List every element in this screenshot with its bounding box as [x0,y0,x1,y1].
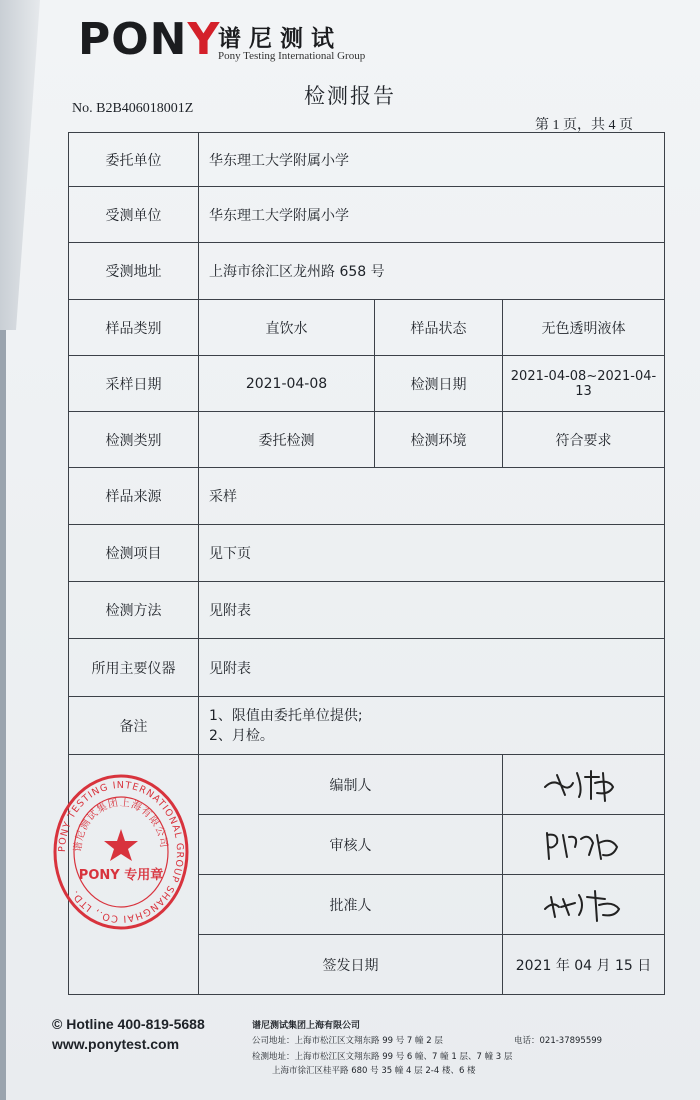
compiler-signature [503,755,665,815]
tested-address-label: 受测地址 [69,243,199,300]
reviewer-label: 审核人 [199,815,503,875]
note-line: 1、限值由委托单位提供; [209,707,363,724]
test-date-label: 检测日期 [375,356,503,412]
test-type-value: 委托检测 [199,412,375,468]
pony-logo: PONY [78,14,221,65]
phone-circle-icon: © [52,1016,63,1032]
company-address: 公司地址：上海市松江区文翔东路 99 号 7 幢 2 层 [252,1036,443,1046]
test-method-label: 检测方法 [69,582,199,639]
logo-chinese-name: 谱尼测试 [218,26,342,52]
sample-state-label: 样品状态 [375,300,503,356]
sample-state-value: 无色透明液体 [503,300,665,356]
approver-signature-image [539,885,629,925]
notes-value [199,697,665,755]
testing-address-2: 上海市徐汇区桂平路 680 号 35 幢 4 层 2-4 楼、6 楼 [272,1066,476,1076]
tested-address-value: 上海市徐汇区龙州路 658 号 [199,243,665,300]
notes-label: 备注 [69,697,199,755]
company-seal [52,771,190,933]
sample-type-value: 直饮水 [199,300,375,356]
seal-star-icon [104,829,138,861]
issue-date-value: 2021 年 04 月 15 日 [503,935,665,995]
sampling-date-label: 采样日期 [69,356,199,412]
test-environment-value: 符合要求 [503,412,665,468]
test-items-value: 见下页 [199,525,665,582]
seal-ring-text: PONY TESTING INTERNATIONAL GROUP SHANGHAI CO., LTD. [56,779,186,925]
test-date-value: 2021-04-08~2021-04-13 [503,356,665,412]
logo-english-name: Pony Testing International Group [218,50,366,62]
seal-center-text: PONY 专用章 [78,868,164,883]
report-title: 检测报告 [304,84,396,108]
approver-signature [503,875,665,935]
testing-address: 检测地址：上海市松江区文翔东路 99 号 6 幢、7 幢 1 层、7 幢 3 层 [252,1052,513,1062]
company-phone: 电话：021-37895599 [514,1036,603,1046]
tested-unit-label: 受测单位 [69,187,199,243]
sample-source-label: 样品来源 [69,468,199,525]
test-environment-label: 检测环境 [375,412,503,468]
page-footer [52,1016,672,1086]
footer-company-name: 谱尼测试集团上海有限公司 [252,1021,361,1031]
test-items-label: 检测项目 [69,525,199,582]
hotline: © Hotline 400-819-5688 [52,1016,205,1032]
approver-label: 批准人 [199,875,503,935]
tested-unit-value: 华东理工大学附属小学 [199,187,665,243]
issue-date-label: 签发日期 [199,935,503,995]
compiler-label: 编制人 [199,755,503,815]
test-method-value: 见附表 [199,582,665,639]
sample-type-label: 样品类别 [69,300,199,356]
note-line: 2、月检。 [209,727,274,744]
instrument-label: 所用主要仪器 [69,639,199,697]
compiler-signature-image [539,765,629,805]
instrument-value: 见附表 [199,639,665,697]
seal-inner-text: 谱尼测试集团上海有限公司 [72,797,170,853]
page-info: 第 1 页，共 4 页 [535,118,633,133]
client-value: 华东理工大学附属小学 [199,133,665,187]
reviewer-signature [503,815,665,875]
website-link[interactable]: www.ponytest.com [52,1036,180,1052]
reviewer-signature-image [539,825,629,865]
report-number: No. B2B406018001Z [72,101,194,116]
sample-source-value: 采样 [199,468,665,525]
test-type-label: 检测类别 [69,412,199,468]
sampling-date-value: 2021-04-08 [199,356,375,412]
client-label: 委托单位 [69,133,199,187]
